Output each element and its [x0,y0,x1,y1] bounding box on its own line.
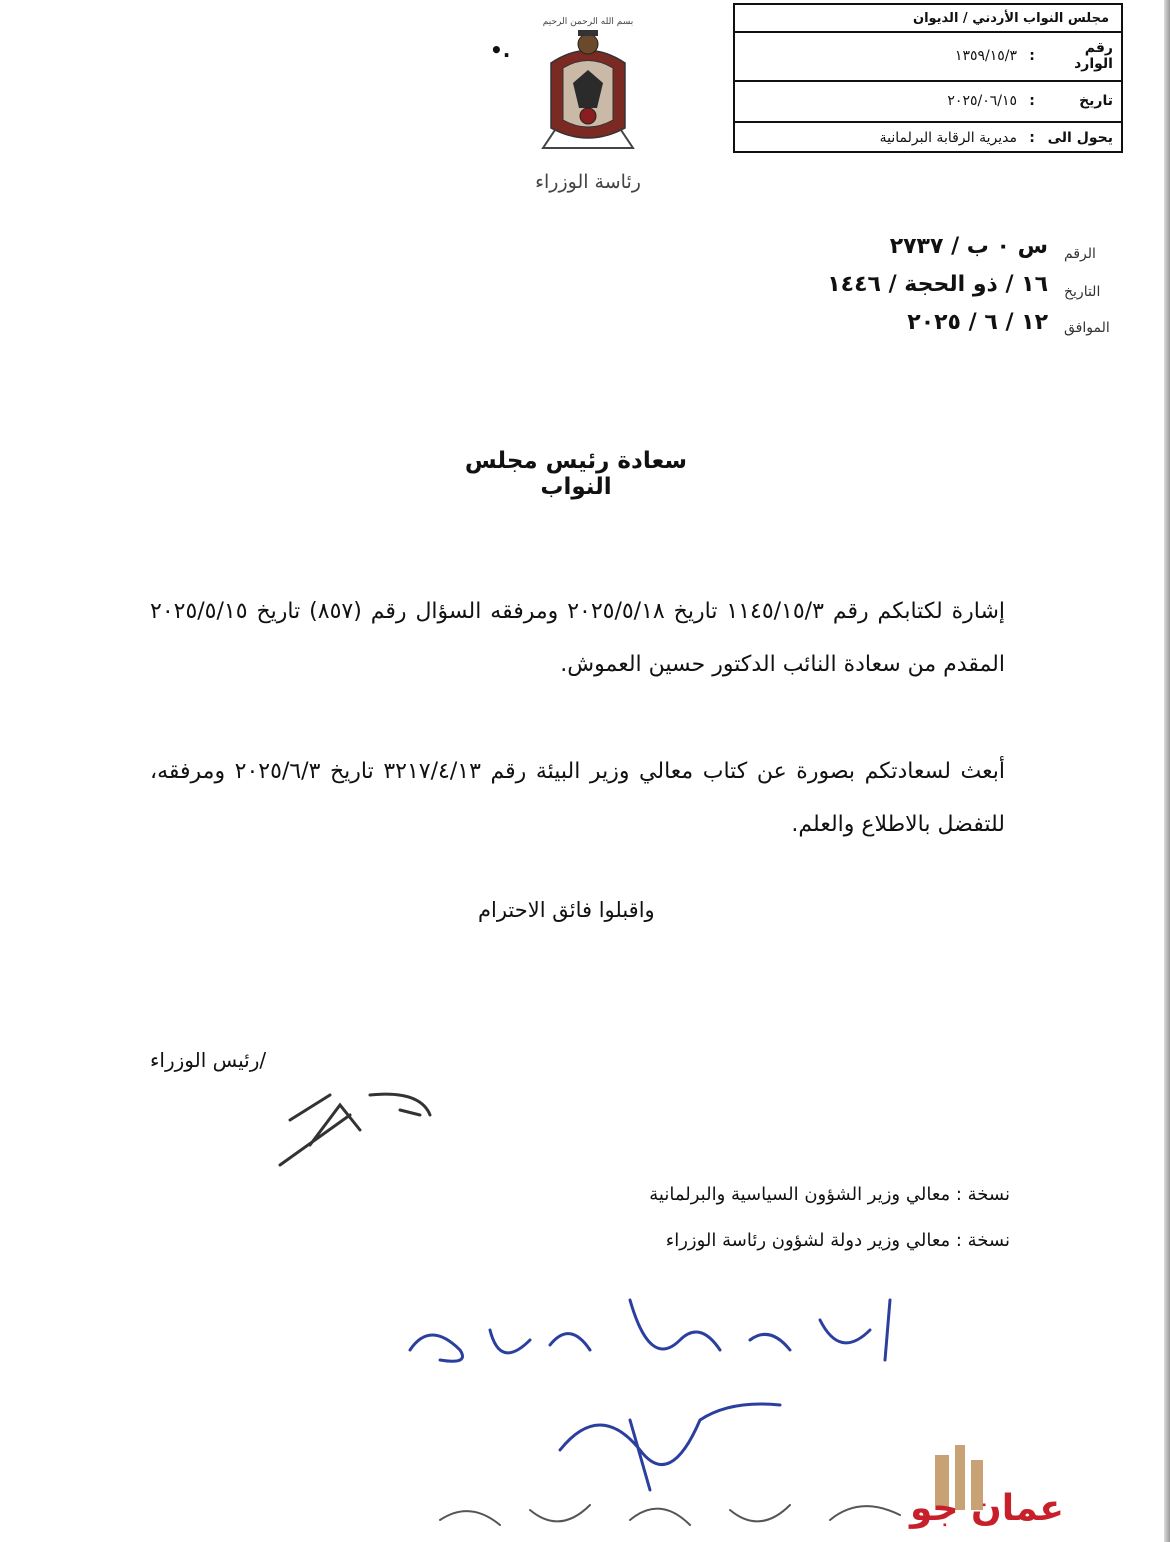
margin-mark: •. [490,38,511,62]
ref-hijri-date: ١٦ / ذو الحجة / ١٤٤٦ [827,272,1048,297]
handwritten-note-icon [400,1280,920,1400]
jordan-coat-of-arms-icon [533,8,643,198]
paragraph-1: إشارة لكتابكم رقم ١١٤٥/١٥/٣ تاريخ ٢٠٢٥/٥/١٨ ومرفقه السؤال رقم (٨٥٧) تاريخ ٢٠٢٥/٥/١٥ المقدم من سعادة النائب الدكتور حسين العموش. [150,599,1005,677]
receipt-stamp [733,3,1123,153]
ref-date-label: التاريخ [1064,284,1101,300]
stamp-row-date [735,81,1121,123]
paragraph-2: أبعث لسعادتكم بصورة عن كتاب معالي وزير البيئة رقم ٣٢١٧/٤/١٣ تاريخ ٢٠٢٥/٦/٣ ومرفقه، للتفضل بالاطلاع والعلم. [150,759,1005,837]
ref-number-value: س ٠ ب / ٢٧٣٧ [889,234,1048,259]
svg-text:عمان جو: عمان جو [909,1488,1065,1529]
ref-number-label: الرقم [1064,246,1096,262]
closing-line: واقبلوا فائق الاحترام [478,898,655,922]
svg-text:رئاسة الوزراء: رئاسة الوزراء [535,171,641,193]
addressee: سعادة رئيس مجلس النواب [464,448,688,500]
stamp-row-incoming-number [735,32,1121,82]
stamp-value: مديرية الرقابة البرلمانية [879,129,1017,146]
signature-icon [270,1075,450,1170]
stamp-header: مجلس النواب الأردني / الديوان [735,5,1121,33]
stamp-label: يحول الى [1047,129,1113,146]
copy-line-1: نسخة : معالي وزير الشؤون السياسية والبرلمانية [649,1184,1010,1205]
ammanjo-watermark-logo [905,1440,1070,1540]
signer-title: /رئيس الوزراء [150,1048,267,1072]
stamp-value: ٢٠٢٥/٠٦/١٥ [947,93,1017,109]
stamp-colon: : [1029,129,1035,146]
page-edge-shadow [1164,0,1170,1542]
stamp-colon: : [1029,93,1035,109]
stamp-value: ١٣٥٩/١٥/٣ [954,48,1017,64]
svg-text:بسم الله الرحمن الرحيم: بسم الله الرحمن الرحيم [542,17,634,27]
copy-line-2: نسخة : معالي وزير دولة لشؤون رئاسة الوزراء [665,1230,1010,1251]
stamp-label: تاريخ [1079,93,1113,109]
stamp-row-forward-to [735,122,1121,153]
stamp-colon: : [1029,48,1035,64]
ref-greg-date: ١٢ / ٦ / ٢٠٢٥ [907,310,1048,335]
bottom-handwriting-icon [430,1480,910,1542]
stamp-label: رقم الوارد [1074,40,1113,72]
ref-greg-label: الموافق [1064,320,1110,336]
